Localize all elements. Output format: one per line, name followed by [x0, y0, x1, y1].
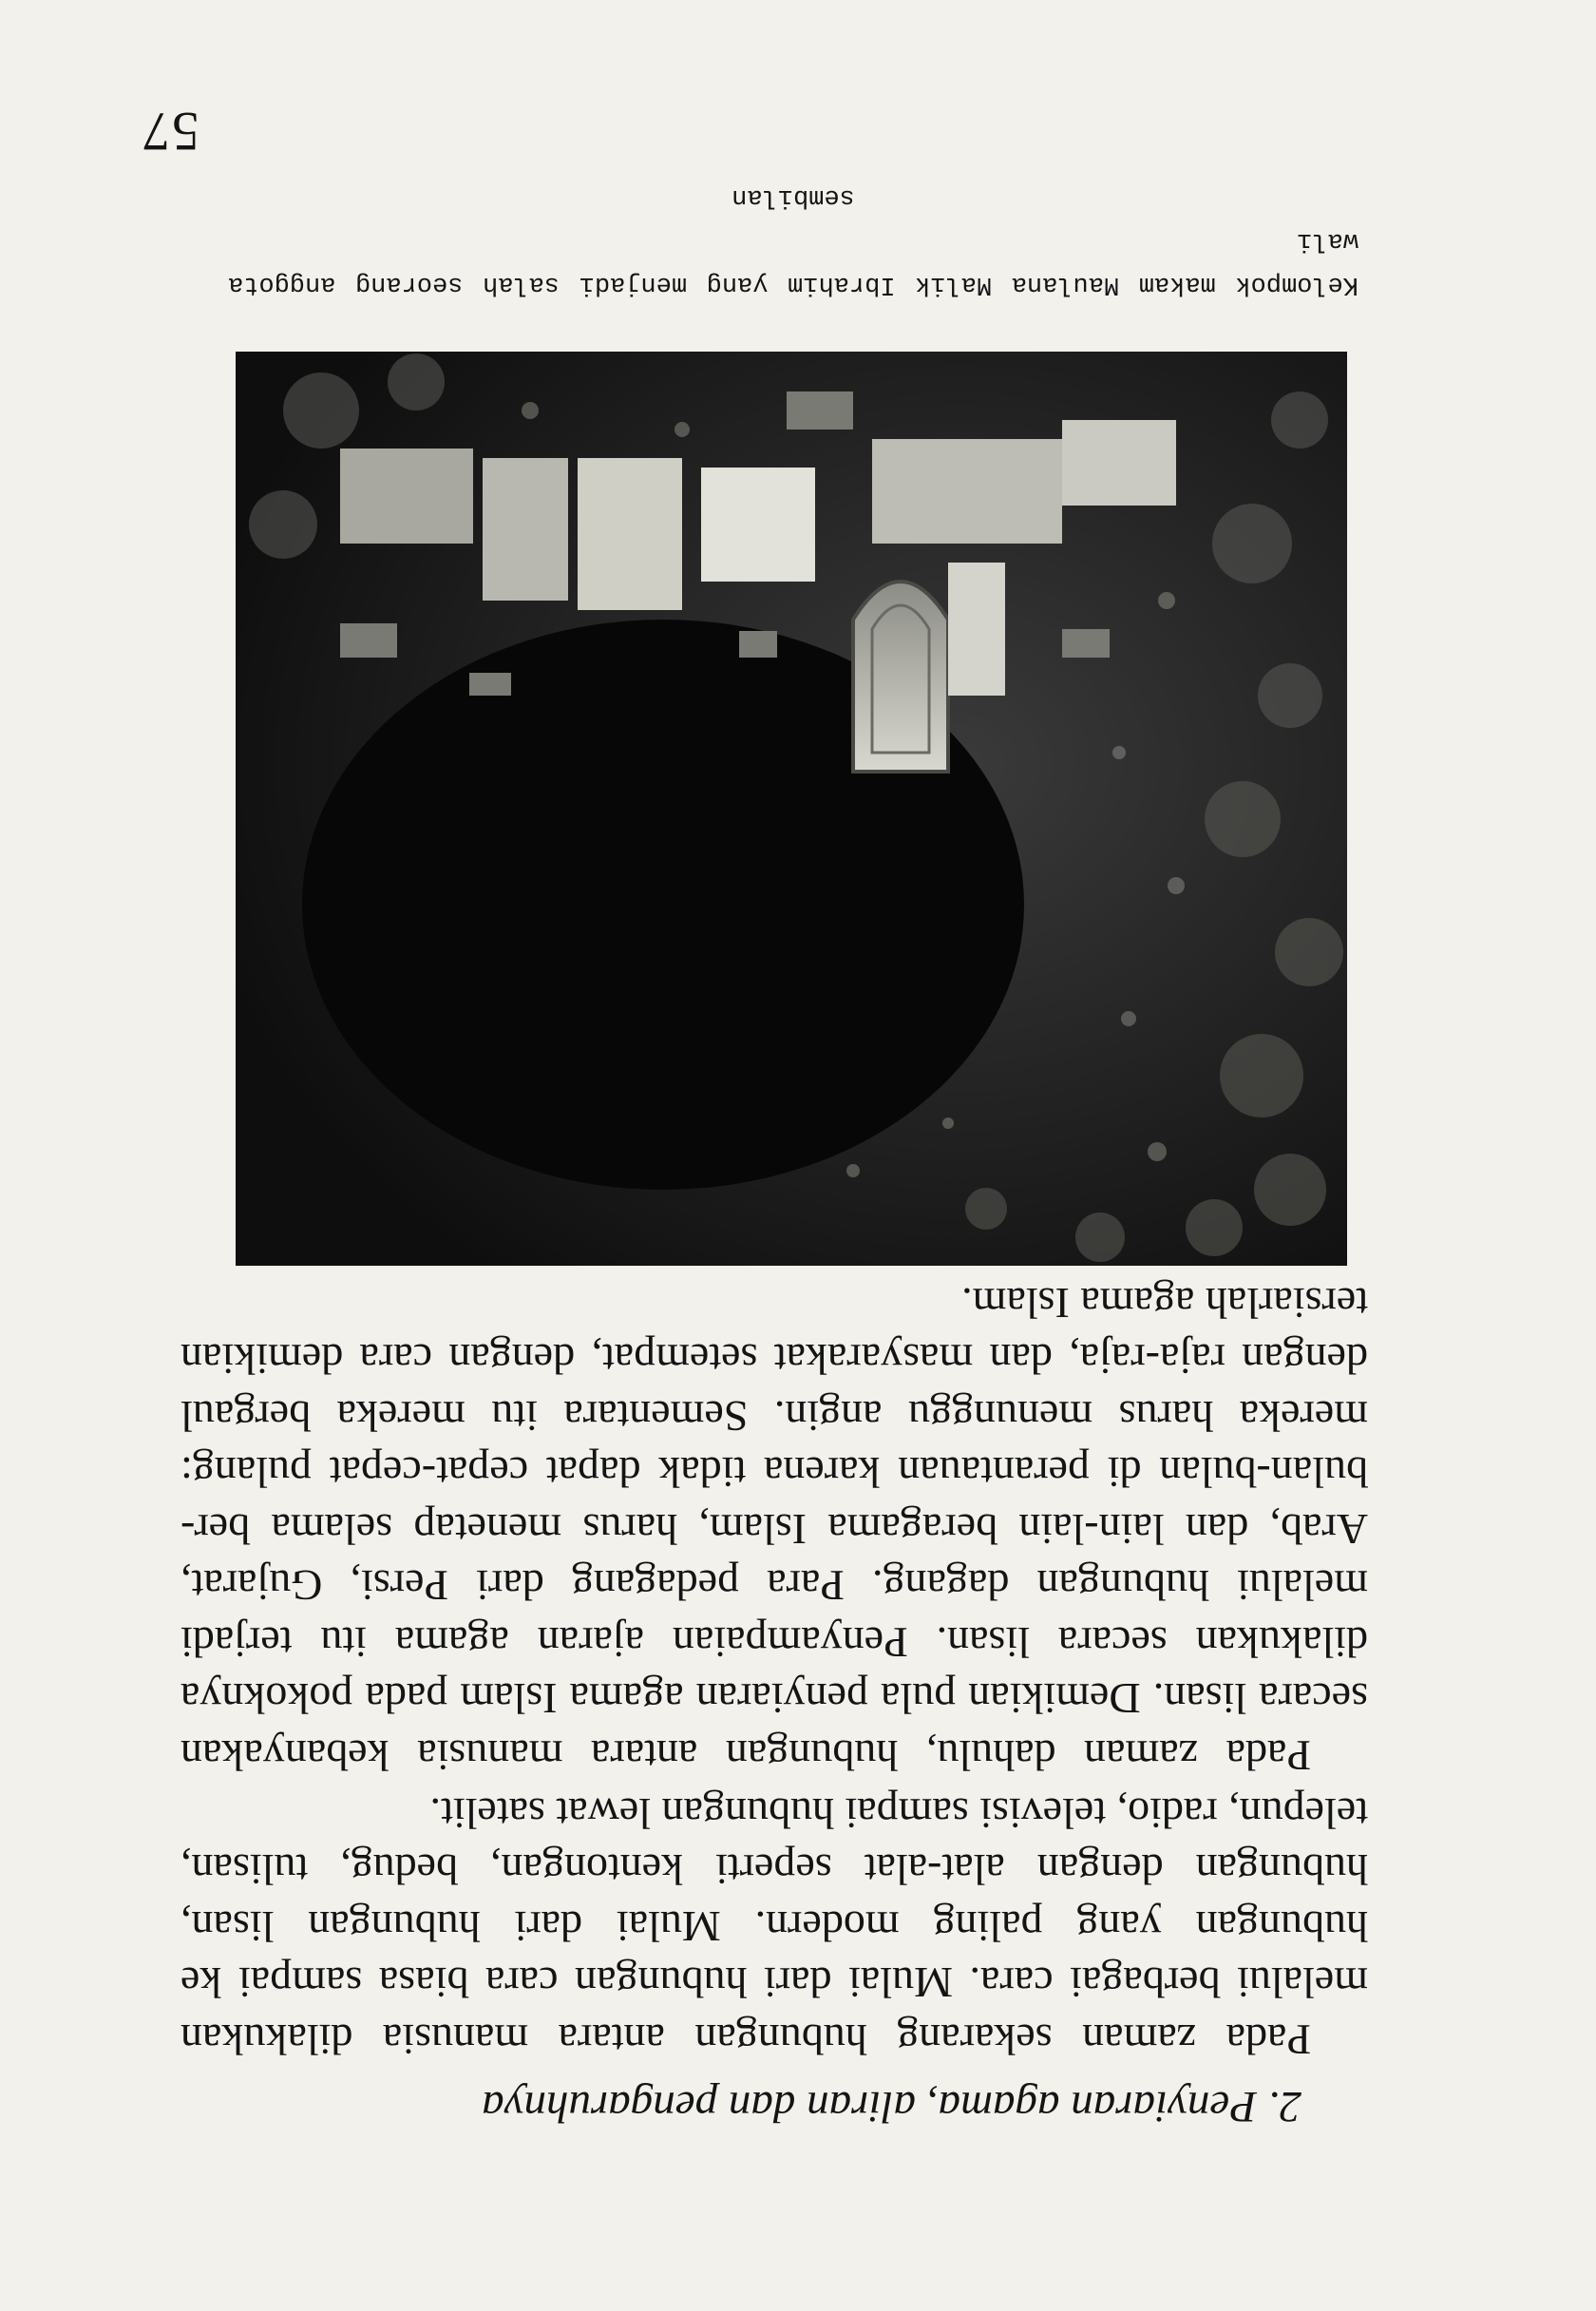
paragraph-2-line: dengan raja-raja, dan masyarakat setempat, dengan cara demikian	[180, 1335, 1368, 1385]
paragraph-2-line: dilakukan secara lisan. Penyampaian ajaran agama itu terjadi	[180, 1618, 1368, 1667]
section-heading: 2. Penyiaran agama, aliran dan pengaruhnya	[482, 2082, 1302, 2131]
photo-caption	[228, 175, 1358, 306]
paragraph-1-line: hubungan yang paling modern. Mulai dari hubungan lisan,	[180, 1902, 1368, 1951]
paragraph-2-line: tersiarlah agama Islam.	[961, 1279, 1368, 1327]
grave-photo	[236, 352, 1347, 1266]
paragraph-1-line: Pada zaman sekarang hubungan antara manusia dilakukan	[180, 2015, 1311, 2064]
paragraph-2-line: bulan-bulan di perantauan karena tidak dapat cepat-cepat pulang:	[180, 1448, 1368, 1498]
paragraph-1-line: hubungan dengan alat-alat seperti kentongan, bedug, tulisan,	[180, 1845, 1368, 1895]
paragraph-2	[180, 1275, 1368, 1785]
paragraph-2-line: melalui hubungan dagang. Para pedagang dari Persi, Gujarat,	[180, 1561, 1368, 1611]
paragraph-1	[180, 1786, 1368, 2069]
paragraph-2-line: Pada zaman dahulu, hubungan antara manusia kebanyakan	[180, 1731, 1311, 1780]
page-number: 57	[141, 101, 200, 162]
caption-line-1: Kelompok makam Maulana Malik Ibrahim yang menjadi salah seorang anggota wali	[228, 226, 1358, 298]
paragraph-2-line: mereka harus menunggu angin. Sementara itu mereka bergaul	[180, 1392, 1368, 1441]
paragraph-2-line: secara lisan. Demikian pula penyiaran agama Islam pada pokoknya	[180, 1674, 1368, 1724]
paragraph-1-line: telepun, radio, televisi sampai hubungan lewat satelit.	[429, 1789, 1368, 1838]
paragraph-1-line: melalui berbagai cara. Mulai dari hubungan cara biasa sampai ke	[180, 1958, 1368, 2008]
paragraph-2-line: Arab, dan lain-lain beragama Islam, harus menetap selama ber-	[180, 1505, 1368, 1554]
caption-line-2: sembilan	[732, 182, 855, 211]
